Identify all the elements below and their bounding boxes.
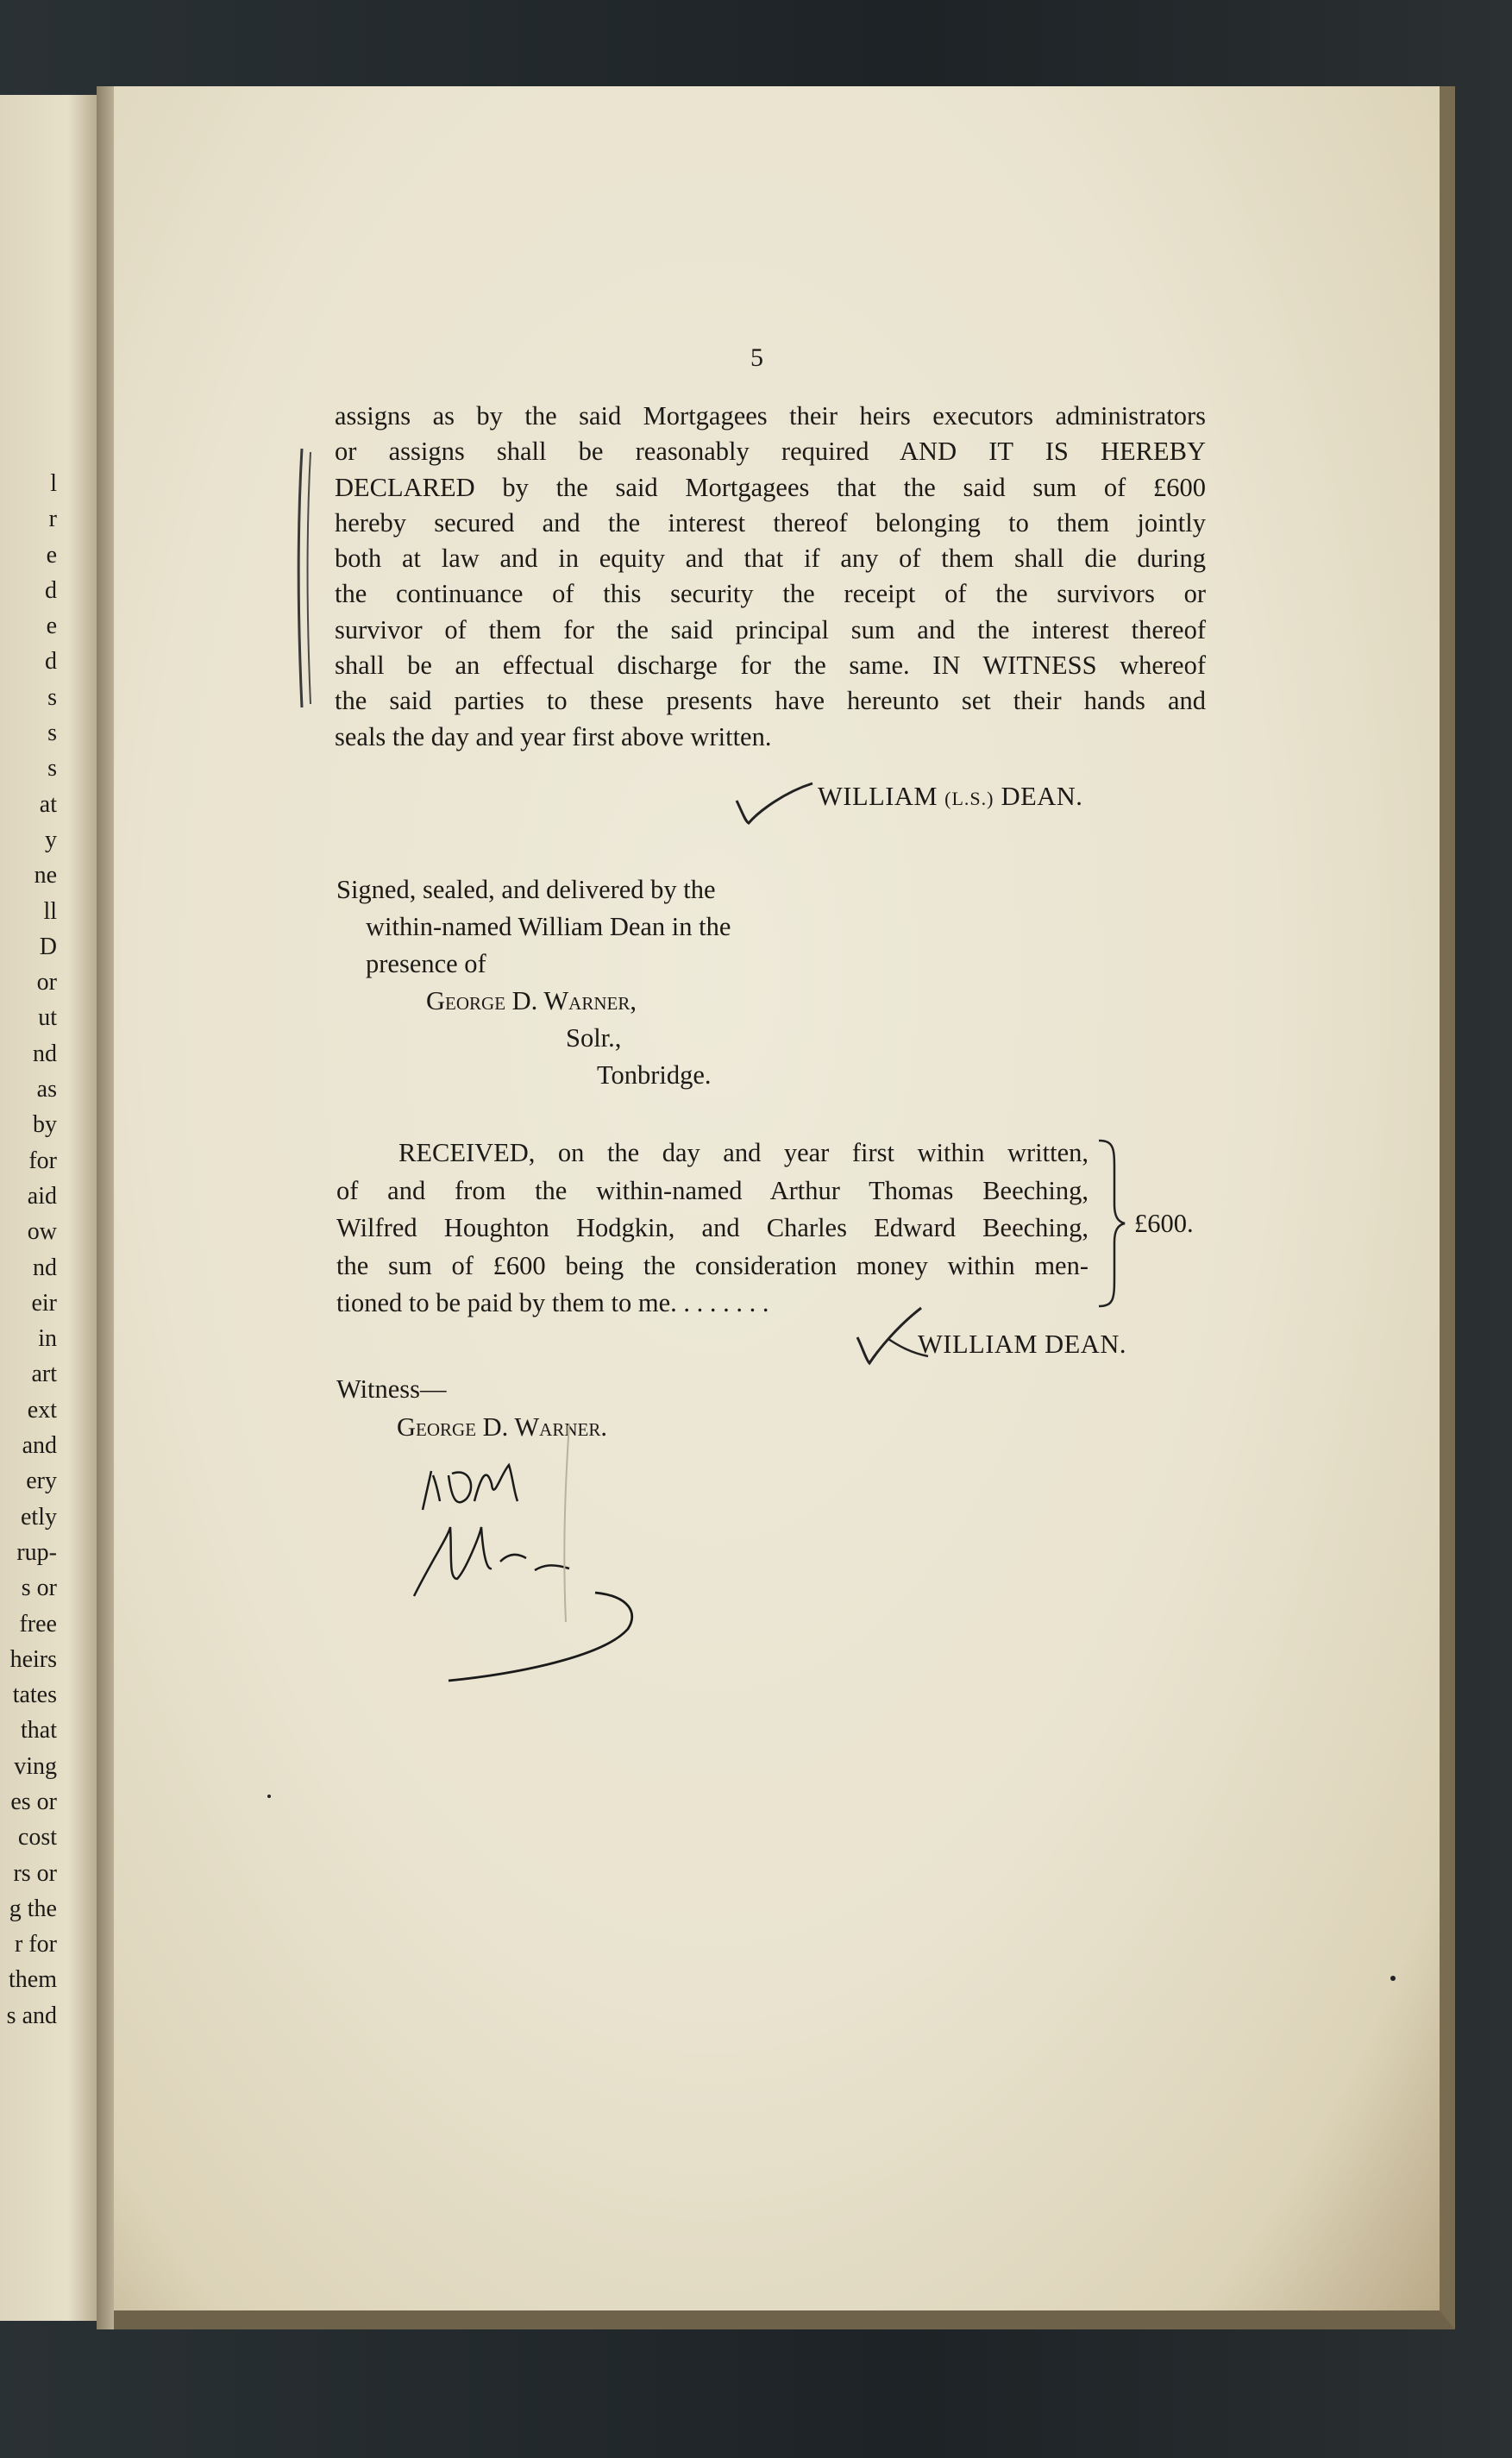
body-line: seals the day and year first above written. <box>335 721 772 751</box>
attestation-line: Signed, sealed, and delivered by the <box>336 875 716 904</box>
witness-label: Witness— <box>336 1374 447 1404</box>
attestation-line: presence of <box>366 949 486 978</box>
signer-first-name: WILLIAM <box>818 782 938 811</box>
body-line: shall be an effectual discharge for the same. IN WITNESS whereof <box>335 651 1206 681</box>
page-number: 5 <box>750 343 763 372</box>
signature-block-receipt: WILLIAM DEAN. <box>918 1330 1126 1359</box>
body-line: DECLARED by the said Mortgagees that the said sum of £600 <box>335 472 1206 502</box>
attesting-witness-title: Solr., <box>566 1023 622 1053</box>
attesting-witness-place: Tonbridge. <box>597 1060 712 1090</box>
seal-mark: (L.S.) <box>944 788 994 809</box>
receipt-line: Wilfred Houghton Hodgkin, and Charles Edward Beeching, <box>336 1213 1089 1242</box>
margin-pencil-mark <box>292 440 326 716</box>
body-line: both at law and in equity and that if any of them shall die during <box>335 544 1206 574</box>
body-line: the continuance of this security the receipt of the survivors or <box>335 579 1206 609</box>
body-line: the said parties to these presents have hereunto set their hands and <box>335 686 1206 716</box>
receipt-line: of and from the within-named Arthur Thomas Beeching, <box>336 1175 1089 1205</box>
handwritten-initials-signature <box>397 1424 656 1717</box>
receipt-amount: £600. <box>1134 1209 1194 1238</box>
receipt-clause <box>336 1135 1089 1323</box>
receipt-line: tioned to be paid by them to me. . . . . . . . <box>336 1288 769 1317</box>
check-mark-icon <box>733 776 819 828</box>
body-line: survivor of them for the said principal sum and the interest thereof <box>335 614 1206 644</box>
body-line: assigns as by the said Mortgagees their heirs executors administrators <box>335 401 1206 431</box>
body-line: hereby secured and the interest thereof belonging to them jointly <box>335 507 1206 537</box>
witness-name: George D. Warner. <box>397 1412 607 1442</box>
right-brace-icon <box>1095 1137 1130 1310</box>
body-line: or assigns shall be reasonably required AND IT IS HEREBY <box>335 437 1206 467</box>
attestation-line: within-named William Dean in the <box>366 912 731 941</box>
receipt-line: the sum of £600 being the consideration money within men- <box>336 1250 1089 1280</box>
receipt-line: RECEIVED, on the day and year first within written, <box>398 1138 1089 1167</box>
signer-last-name: DEAN. <box>1001 782 1083 811</box>
deed-body-text <box>335 399 1206 755</box>
left-page-text-fragments: l r e d e d s s s at y ne ll D or ut nd as by for aid ow nd eir in art ext and ery etly rup- s or free heirs tates that ving es or cost rs or g the r for them s and <box>6 470 57 2029</box>
attesting-witness-name: George D. Warner, <box>426 986 637 1015</box>
attestation-clause <box>336 871 731 1094</box>
signature-block-deed <box>818 782 1082 812</box>
